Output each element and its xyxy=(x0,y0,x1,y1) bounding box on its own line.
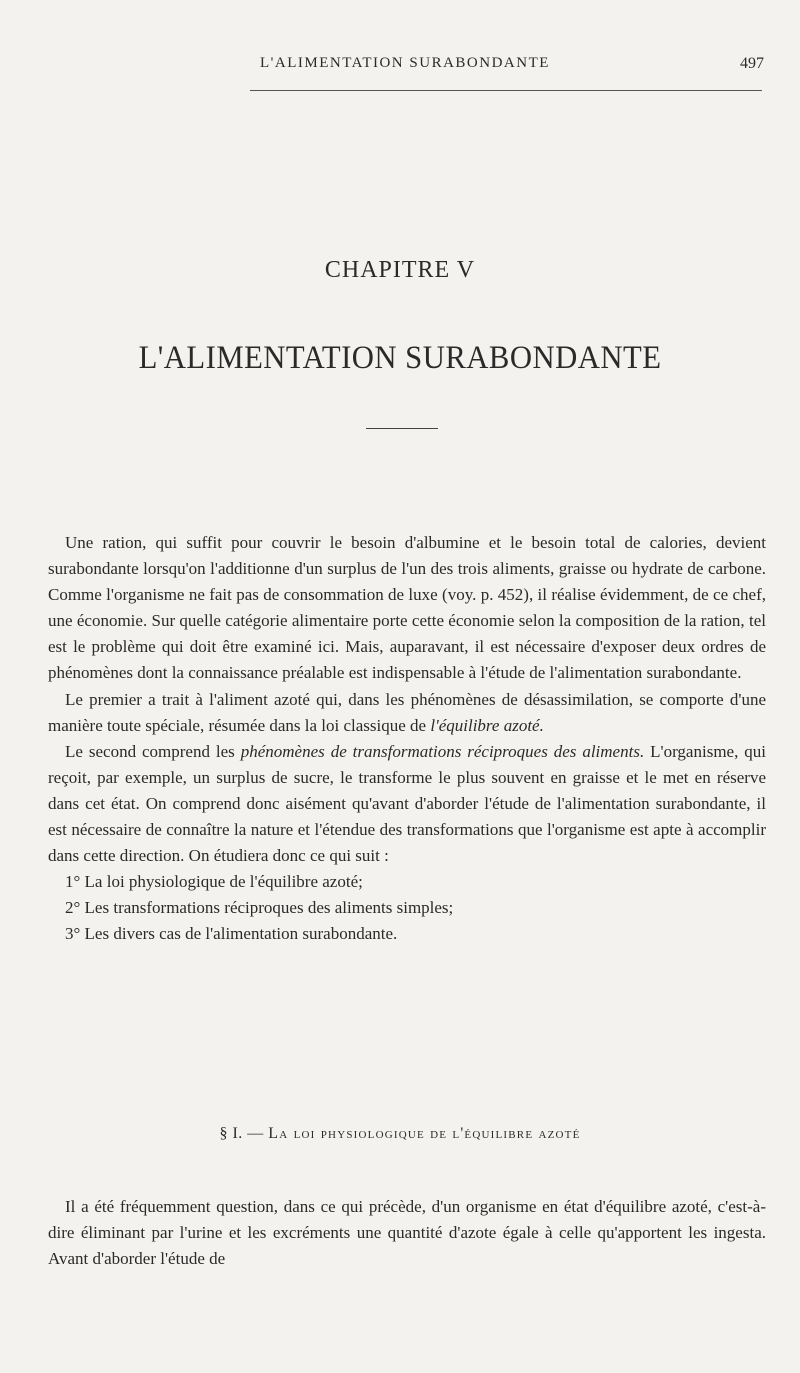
chapter-label: CHAPITRE V xyxy=(324,257,476,283)
running-title: L'ALIMENTATION SURABONDANTE xyxy=(260,55,550,71)
list-item: 1° La loi physiologique de l'équilibre azoté; xyxy=(65,872,363,892)
section-heading xyxy=(0,1125,800,1143)
section-title: La loi physiologique de l'équilibre azoté xyxy=(268,1125,581,1142)
term-equilibre-azote: l'équilibre azoté. xyxy=(430,715,544,735)
paragraph-section-intro: Il a été fréquemment question, dans ce qui précède, d'un organisme en état d'équilibre azoté, c'est-à-dire éliminant par l'urine et les excréments une quantité d'azote égale à celle qu'apportent les ingesta. Avant d'aborder l'étude de xyxy=(48,1197,766,1268)
paragraph-second-order-text: L'organisme, qui reçoit, par exemple, un surplus de sucre, le transforme le plus souvent en graisse et le met en réserve dans cet état. On comprend donc aisément qu'avant d'aborder l'étude de l'alimentation surabondante, il est nécessaire de connaître la nature et l'étendue des transformations que l'organisme est apte à accomplir dans cette direction. On étudiera donc ce qui suit : xyxy=(48,741,766,866)
header-rule xyxy=(250,90,762,91)
paragraph-second-order xyxy=(48,739,766,869)
paragraph-intro: Une ration, qui suffit pour couvrir le besoin d'albumine et le besoin total de calories, devient surabondante lorsqu'on l'additionne d'un surplus de l'un des trois aliments, graisse ou hydrate de carbone. Comme l'organisme ne fait pas de consommation de luxe (voy. p. 452), il réalise évidemment, de ce chef, une économie. Sur quelle catégorie alimentaire porte cette économie selon la composition de la ration, tel est le problème qui doit être examiné ici. Mais, auparavant, il est nécessaire d'exposer deux ordres de phénomènes dont la connaissance préalable est indispensable à l'étude de l'alimentation surabondante. xyxy=(48,533,766,683)
term-transformations: phénomènes de transformations réciproques des aliments. xyxy=(240,741,645,761)
paragraph-first-order xyxy=(48,687,766,739)
paragraph-second-order-lead: Le second comprend les xyxy=(65,741,241,761)
list-item: 2° Les transformations réciproques des aliments simples; xyxy=(65,898,454,918)
section-body xyxy=(48,1194,766,1272)
page-number: 497 xyxy=(740,55,764,72)
section-number: § I. — xyxy=(219,1125,269,1142)
title-rule xyxy=(366,428,438,429)
chapter-title: L'ALIMENTATION SURABONDANTE xyxy=(138,340,662,376)
paragraph-first-order-text: Le premier a trait à l'aliment azoté qui, dans les phénomènes de désassimilation, se comporte d'une manière toute spéciale, résumée dans la loi classique de xyxy=(48,689,766,735)
list-item: 3° Les divers cas de l'alimentation surabondante. xyxy=(65,924,398,944)
chapter-body xyxy=(48,530,766,948)
running-header xyxy=(60,55,780,77)
